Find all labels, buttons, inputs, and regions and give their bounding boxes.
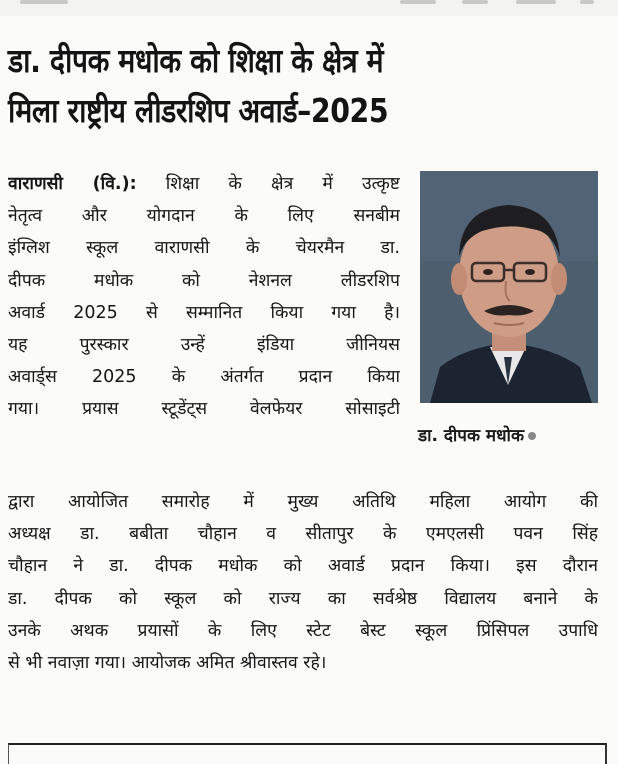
portrait-photo — [420, 171, 598, 403]
article-body-wide-column — [8, 486, 598, 679]
headline-line-2: मिला राष्ट्रीय लीडरशिप अवार्ड–2025 — [8, 91, 389, 130]
ink-smudge — [580, 0, 594, 4]
body-line: अवार्ड 2025 से सम्मानित किया गया है। — [8, 302, 400, 323]
body-line: से भी नवाज़ा गया। आयोजक अमित श्रीवास्तव रहे। — [8, 652, 327, 673]
photo-caption-text: डा. दीपक मधोक — [418, 426, 525, 446]
body-line-text: शिक्षा के क्षेत्र में उत्कृष्ट — [165, 174, 400, 194]
next-article-border — [8, 743, 607, 764]
previous-article-strip — [0, 0, 618, 16]
article-body-narrow-column — [8, 168, 400, 426]
ink-smudge — [20, 0, 68, 4]
body-line — [8, 168, 400, 200]
headline-line-1: डा. दीपक मधोक को शिक्षा के क्षेत्र में — [8, 41, 384, 80]
ink-smudge — [400, 0, 436, 4]
bullet-dot-icon — [528, 432, 536, 440]
headline — [8, 36, 524, 136]
dateline: वाराणसी (वि.): — [8, 174, 137, 194]
body-line: गया। प्रयास स्टूडेंट्स वेलफेयर सोसाइटी — [8, 399, 400, 420]
body-line: चौहान ने डा. दीपक मधोक को अवार्ड प्रदान किया। इस दौरान — [8, 556, 598, 577]
ink-smudge — [516, 0, 556, 4]
body-line: द्वारा आयोजित समारोह में मुख्य अतिथि महिला आयोग की — [8, 492, 598, 512]
body-line: नेतृत्व और योगदान के लिए सनबीम — [8, 206, 400, 227]
body-line: अध्यक्ष डा. बबीता चौहान व सीतापुर के एमएलसी पवन सिंह — [8, 524, 598, 545]
body-line: यह पुरस्कार उन्हें इंडिया जीनियस — [8, 334, 400, 355]
body-line: उनके अथक प्रयासों के लिए स्टेट बेस्ट स्कूल प्रिंसिपल उपाधि — [8, 620, 598, 641]
body-line: अवार्ड्स 2025 के अंतर्गत प्रदान किया — [8, 367, 400, 388]
body-line: इंग्लिश स्कूल वाराणसी के चेयरमैन डा. — [8, 238, 400, 259]
body-line: दीपक मधोक को नेशनल लीडरशिप — [8, 270, 400, 291]
portrait-illustration — [420, 171, 598, 403]
ink-smudge — [462, 0, 488, 4]
photo-caption — [418, 423, 608, 446]
body-line: डा. दीपक को स्कूल को राज्य का सर्वश्रेष्ठ विद्यालय बनाने के — [8, 588, 598, 609]
